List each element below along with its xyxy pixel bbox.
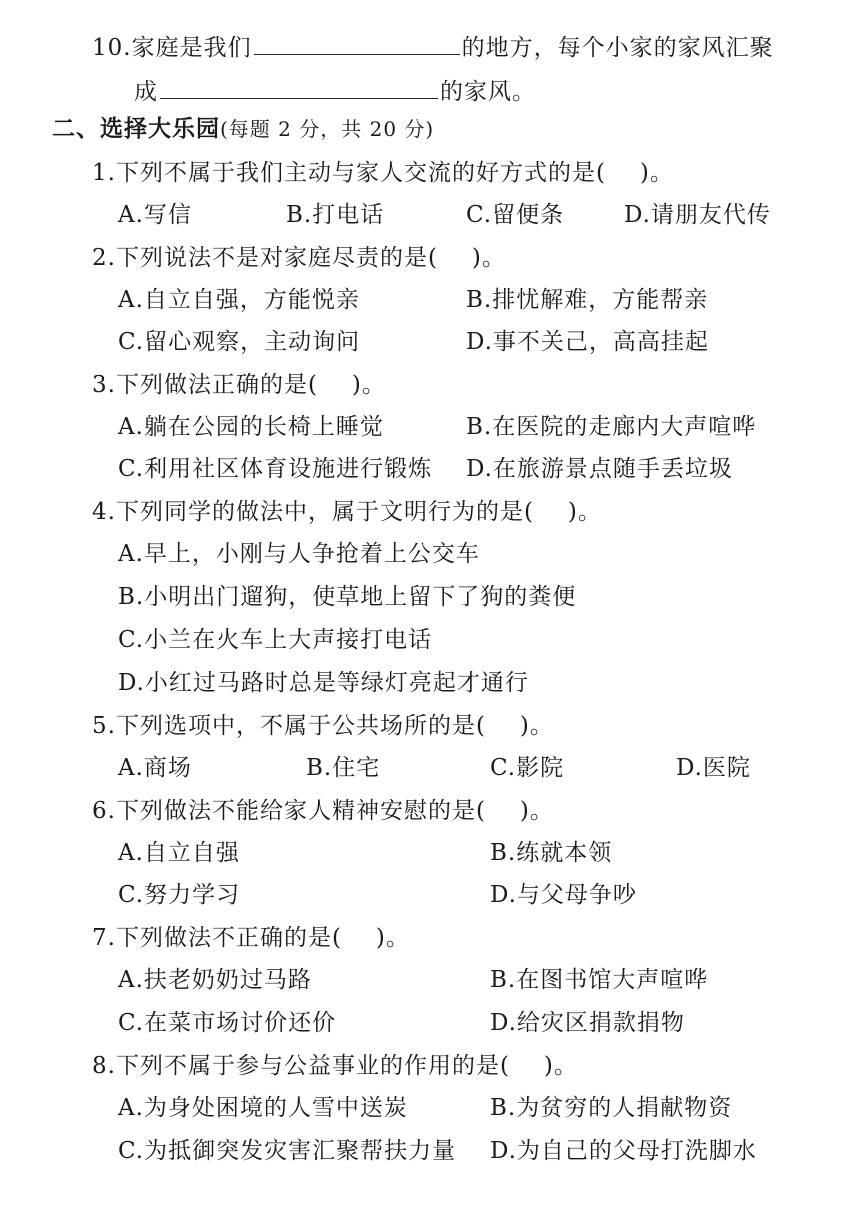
q8-stem-text: 8.下列不属于参与公益事业的作用的是( bbox=[92, 1053, 510, 1079]
q6-option-d[interactable]: D.与父母争吵 bbox=[490, 882, 637, 908]
q10-text-2: 的地方，每个小家的家风汇聚 bbox=[461, 35, 774, 61]
q1-option-d[interactable]: D.请朋友代传 bbox=[624, 202, 771, 228]
q7-stem-end: )。 bbox=[375, 925, 410, 951]
q4-option-c[interactable]: C.小兰在火车上大声接打电话 bbox=[118, 627, 433, 653]
q8-option-a[interactable]: A.为身处困境的人雪中送炭 bbox=[118, 1095, 408, 1121]
q2-option-c[interactable]: C.留心观察，主动询问 bbox=[118, 329, 361, 355]
question-2-stem bbox=[92, 243, 506, 273]
q5-option-b[interactable]: B.住宅 bbox=[306, 755, 381, 781]
q10-line1 bbox=[92, 30, 774, 63]
section2-header bbox=[52, 114, 434, 144]
q10-blank-2[interactable] bbox=[160, 74, 438, 99]
q6-stem-end: )。 bbox=[519, 798, 554, 824]
q4-option-a[interactable]: A.早上，小刚与人争抢着上公交车 bbox=[118, 541, 480, 567]
q4-stem-text: 4.下列同学的做法中，属于文明行为的是( bbox=[92, 499, 534, 525]
q8-option-b[interactable]: B.为贫穷的人捐献物资 bbox=[490, 1095, 733, 1121]
q1-option-b[interactable]: B.打电话 bbox=[286, 202, 385, 228]
q10-number: 10. bbox=[92, 35, 132, 61]
q5-option-c[interactable]: C.影院 bbox=[490, 755, 565, 781]
q6-option-a[interactable]: A.自立自强 bbox=[118, 840, 240, 866]
q10-text-1: 家庭是我们 bbox=[131, 35, 252, 61]
section2-title: 二、选择大乐园 bbox=[52, 116, 220, 142]
q2-option-b[interactable]: B.排忧解难，方能帮亲 bbox=[466, 287, 709, 313]
q3-option-d[interactable]: D.在旅游景点随手丢垃圾 bbox=[466, 456, 733, 482]
q3-stem-text: 3.下列做法正确的是( bbox=[92, 372, 318, 398]
q5-stem-text: 5.下列选项中，不属于公共场所的是( bbox=[92, 713, 486, 739]
q2-stem-end: )。 bbox=[471, 245, 506, 271]
q3-option-a[interactable]: A.躺在公园的长椅上睡觉 bbox=[118, 414, 384, 440]
question-1-stem bbox=[92, 158, 674, 188]
question-3-stem bbox=[92, 370, 386, 400]
q4-option-b[interactable]: B.小明出门遛狗，使草地上留下了狗的粪便 bbox=[118, 584, 577, 610]
section2-note: (每题 2 分，共 20 分) bbox=[220, 117, 435, 141]
q8-option-c[interactable]: C.为抵御突发灾害汇聚帮扶力量 bbox=[118, 1138, 457, 1164]
q1-option-c[interactable]: C.留便条 bbox=[466, 202, 565, 228]
q6-option-b[interactable]: B.练就本领 bbox=[490, 840, 613, 866]
q2-stem-text: 2.下列说法不是对家庭尽责的是( bbox=[92, 245, 438, 271]
q2-option-a[interactable]: A.自立自强，方能悦亲 bbox=[118, 287, 360, 313]
q3-option-c[interactable]: C.利用社区体育设施进行锻炼 bbox=[118, 456, 433, 482]
question-5-stem bbox=[92, 711, 554, 741]
q3-stem-end: )。 bbox=[351, 372, 386, 398]
q5-stem-end: )。 bbox=[519, 713, 554, 739]
q4-option-d[interactable]: D.小红过马路时总是等绿灯亮起才通行 bbox=[118, 670, 529, 696]
q1-option-a[interactable]: A.写信 bbox=[118, 202, 192, 228]
question-7-stem bbox=[92, 923, 410, 953]
q7-option-a[interactable]: A.扶老奶奶过马路 bbox=[118, 967, 312, 993]
q7-stem-text: 7.下列做法不正确的是( bbox=[92, 925, 342, 951]
q8-option-d[interactable]: D.为自己的父母打洗脚水 bbox=[490, 1138, 757, 1164]
question-8-stem bbox=[92, 1051, 578, 1081]
q3-option-b[interactable]: B.在医院的走廊内大声喧哗 bbox=[466, 414, 757, 440]
q7-option-b[interactable]: B.在图书馆大声喧哗 bbox=[490, 967, 709, 993]
q6-option-c[interactable]: C.努力学习 bbox=[118, 882, 241, 908]
question-4-stem bbox=[92, 497, 602, 527]
q7-option-d[interactable]: D.给灾区捐款捐物 bbox=[490, 1010, 685, 1036]
q10-blank-1[interactable] bbox=[254, 30, 460, 55]
q10-line2 bbox=[134, 74, 536, 107]
q1-stem-text: 1.下列不属于我们主动与家人交流的好方式的是( bbox=[92, 160, 606, 186]
q5-option-d[interactable]: D.医院 bbox=[676, 755, 751, 781]
q8-stem-end: )。 bbox=[543, 1053, 578, 1079]
q10-text-3: 成 bbox=[134, 79, 158, 105]
q6-stem-text: 6.下列做法不能给家人精神安慰的是( bbox=[92, 798, 486, 824]
q1-stem-end: )。 bbox=[639, 160, 674, 186]
q4-stem-end: )。 bbox=[567, 499, 602, 525]
q5-option-a[interactable]: A.商场 bbox=[118, 755, 192, 781]
q7-option-c[interactable]: C.在菜市场讨价还价 bbox=[118, 1010, 337, 1036]
q2-option-d[interactable]: D.事不关己，高高挂起 bbox=[466, 329, 709, 355]
question-6-stem bbox=[92, 796, 554, 826]
q10-text-4: 的家风。 bbox=[440, 79, 536, 105]
